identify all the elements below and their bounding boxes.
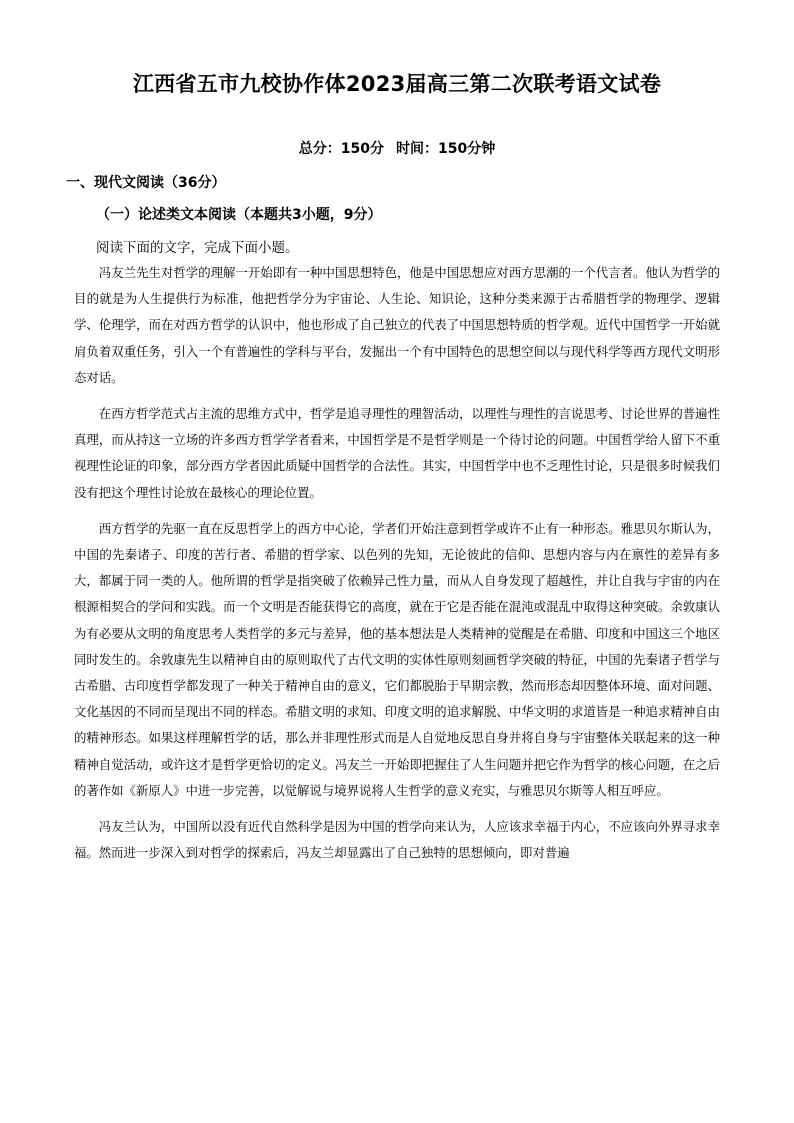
total-score: 总分：150分 bbox=[298, 141, 384, 157]
exam-time: 时间：150分钟 bbox=[396, 141, 496, 157]
section-heading: 一、现代文阅读（36分） bbox=[66, 175, 226, 191]
paragraph: 在西方哲学范式占主流的思维方式中，哲学是追寻理性的理智活动，以理性与理性的言说思考、讨论世界的普遍性真理，而从持这一立场的许多西方哲学学者看来，中国哲学是不是哲学则是一个待讨论的问题。中国哲学给人留下不重视理性论证的印象，部分西方学者因此质疑中国哲学的合法性。其实，中国哲学中也不乏理性讨论，只是很多时候我们没有把这个理性讨论放在最核心的理论位置。 bbox=[74, 406, 720, 500]
paragraph: 冯友兰先生对哲学的理解一开始即有一种中国思想特色，他是中国思想应对西方思潮的一个代言者。他认为哲学的目的就是为人生提供行为标准，他把哲学分为宇宙论、人生论、知识论，这种分类来源于古希腊哲学的物理学、逻辑学、伦理学，而在对西方哲学的认识中，他也形成了自己独立的代表了中国思想特质的哲学观。近代中国哲学一开始就肩负着双重任务，引入一个有普遍性的学科与平台，发掘出一个有中国特色的思想空间以与现代科学等西方现代文明形态对话。 bbox=[74, 265, 720, 385]
page-title: 江西省五市九校协作体2023届高三第二次联考语文试卷 bbox=[132, 72, 662, 96]
exam-meta bbox=[0, 138, 794, 158]
paragraph: 西方哲学的先驱一直在反思哲学上的西方中心论，学者们开始注意到哲学或许不止有一种形态。雅思贝尔斯认为，中国的先秦诸子、印度的苦行者、希腊的哲学家、以色列的先知，无论彼此的信仰、思想内容与内在禀性的差异有多大，都属于同一类的人。他所谓的哲学是指突破了依赖异己性力量，而从人自身发现了超越性，并让自我与宇宙的内在根源相契合的学问和实践。而一个文明是否能获得它的高度，就在于它是否能在混沌或混乱中取得这种突破。余敦康认为有必要从文明的角度思考人类哲学的多元与差异，他的基本想法是人类精神的觉醒是在希腊、印度和中国这三个地区同时发生的。余敦康先生以精神自由的原则取代了古代文明的实体性原则刻画哲学突破的特征，中国的先秦诸子哲学与古希腊、古印度哲学都发现了一种关于精神自由的意义，它们都脱胎于早期宗教，然而形态却因整体环境、面对问题、文化基因的不同而呈现出不同的样态。希腊文明的求知、印度文明的追求解脱、中华文明的求道皆是一种追求精神自由的精神形态。如果这样理解哲学的话，那么并非理性形式而是人自觉地反思自身并将自身与宇宙整体关联起来的这一种精神自觉活动，或许这才是哲学更恰切的定义。冯友兰一开始即把握住了人生问题并把它作为哲学的核心问题，在之后的著作如《新原人》中进一步完善，以觉解说与境界说将人生哲学的意义充实，与雅思贝尔斯等人相互呼应。 bbox=[74, 520, 720, 798]
subsection-heading: （一）论述类文本阅读（本题共3小题，9分） bbox=[96, 207, 382, 223]
passage-body bbox=[74, 260, 720, 876]
paragraph: 冯友兰认为，中国所以没有近代自然科学是因为中国的哲学向来认为，人应该求幸福于内心，不应该向外界寻求幸福。然而进一步深入到对哲学的探索后，冯友兰却显露出了自己独特的思想倾向，即对普遍 bbox=[74, 819, 720, 861]
reading-instruction: 阅读下面的文字，完成下面小题。 bbox=[96, 240, 299, 256]
